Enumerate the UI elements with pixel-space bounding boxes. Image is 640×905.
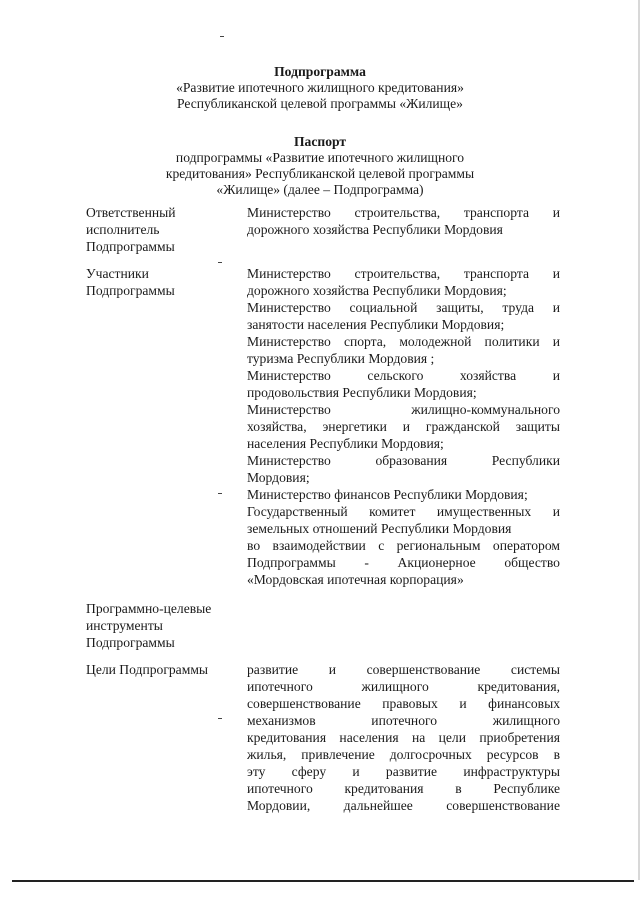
row-label-line: Ответственный xyxy=(86,205,176,220)
word: Министерство xyxy=(247,368,331,383)
word: и xyxy=(552,368,560,383)
passport-header xyxy=(0,134,640,198)
word: сельского xyxy=(367,368,424,383)
word: - xyxy=(364,555,369,570)
word: Подпрограммы xyxy=(247,555,336,570)
word: и xyxy=(352,764,360,779)
word: ипотечного xyxy=(247,781,313,796)
row-value-line: «Мордовская ипотечная корпорация» xyxy=(247,572,464,587)
passport-subtitle-line: подпрограммы «Развитие ипотечного жилищного xyxy=(175,150,465,165)
word: Министерство xyxy=(247,402,331,417)
row-value-line xyxy=(247,367,560,384)
row-value-line: Министерство спорта, молодежной политики и xyxy=(247,334,560,349)
row-value-line: жилья, привлечение долгосрочных ресурсов в xyxy=(247,747,560,762)
passport-title: Паспорт xyxy=(293,134,347,149)
row-value-line: Министерство строительства, транспорта и xyxy=(247,266,560,281)
word: системы xyxy=(510,662,560,677)
document-subtitle-line: Республиканской целевой программы «Жилище» xyxy=(177,96,463,111)
passport-subtitle-line: «Жилище» (далее – Подпрограмма) xyxy=(216,182,424,197)
word: общество xyxy=(504,555,560,570)
word: хозяйства xyxy=(459,368,517,383)
word: жилищно-коммунального xyxy=(411,402,560,417)
row-label-line: Программно-целевые xyxy=(86,601,212,616)
row-value-line: Министерство социальной защиты, труда и xyxy=(247,300,560,315)
word: Министерство xyxy=(247,453,331,468)
row-value-line: Министерство строительства, транспорта и xyxy=(247,205,560,220)
word: эту xyxy=(247,764,266,779)
word: и xyxy=(328,662,337,677)
scan-mark xyxy=(220,36,224,37)
word: дальнейшее xyxy=(343,798,413,813)
row-label-line: Подпрограммы xyxy=(86,283,175,298)
word: Акционерное xyxy=(397,555,476,570)
word: Республике xyxy=(493,781,560,796)
word: ипотечного xyxy=(247,679,313,694)
word: Республики xyxy=(491,453,560,468)
row-value-line: туризма Республики Мордовия ; xyxy=(247,351,435,366)
word: развитие xyxy=(247,662,299,677)
row-value-line: кредитования населения на цели приобретения xyxy=(247,730,560,745)
row-value-line xyxy=(247,797,560,814)
row-label xyxy=(86,204,236,255)
row-label-line: Цели Подпрограммы xyxy=(86,662,209,677)
row-value-line xyxy=(247,780,560,797)
word: кредитования, xyxy=(477,679,560,694)
row-label xyxy=(86,600,236,651)
row-value-line xyxy=(247,661,560,678)
scan-edge-bottom xyxy=(12,880,634,882)
row-value-line: дорожного хозяйства Республики Мордовия; xyxy=(247,283,507,298)
row-value-line: совершенствование правовых и финансовых xyxy=(247,696,560,711)
word: сферу xyxy=(291,764,327,779)
row-value-line: населения Республики Мордовия; xyxy=(247,436,444,451)
word: жилищного xyxy=(492,713,560,728)
row-value xyxy=(247,265,560,588)
row-label-line: Участники xyxy=(86,266,149,281)
document-subtitle-line: «Развитие ипотечного жилищного кредитования» xyxy=(176,80,464,95)
word: кредитования xyxy=(344,781,424,796)
row-label-line: исполнитель xyxy=(86,222,160,237)
row-value-line: продовольствия Республики Мордовия; xyxy=(247,385,477,400)
row-value-line: занятости населения Республики Мордовия; xyxy=(247,317,505,332)
row-value-line xyxy=(247,554,560,571)
row-label xyxy=(86,661,236,678)
row-value-line: дорожного хозяйства Республики Мордовия xyxy=(247,222,503,237)
row-value-line xyxy=(247,763,560,780)
row-value-line: земельных отношений Республики Мордовия xyxy=(247,521,512,536)
row-value-line: во взаимодействии с региональным оператором xyxy=(247,538,560,553)
row-value-line: Государственный комитет имущественных и xyxy=(247,504,560,519)
scan-mark xyxy=(218,493,222,494)
row-value-line xyxy=(247,452,560,469)
document-header xyxy=(0,64,640,112)
row-label-line: Подпрограммы xyxy=(86,239,175,254)
scan-mark xyxy=(218,718,222,719)
row-value xyxy=(247,661,560,814)
word: образования xyxy=(375,453,448,468)
row-value xyxy=(247,204,560,238)
row-label xyxy=(86,265,236,299)
row-value-line xyxy=(247,712,560,729)
document-title: Подпрограмма xyxy=(274,64,366,79)
word: жилищного xyxy=(361,679,429,694)
word: инфраструктуры xyxy=(463,764,560,779)
row-value-line: хозяйства, энергетики и гражданской защиты xyxy=(247,419,560,434)
word: в xyxy=(455,781,462,796)
row-label-line: Подпрограммы xyxy=(86,635,175,650)
word: Мордовии, xyxy=(247,798,311,813)
row-value-line: Мордовия; xyxy=(247,470,310,485)
row-label-line: инструменты xyxy=(86,618,163,633)
word: механизмов xyxy=(247,713,316,728)
word: развитие xyxy=(385,764,438,779)
word: ипотечного xyxy=(371,713,438,728)
row-value-line: Министерство финансов Республики Мордовия; xyxy=(247,487,528,502)
word: совершенствование xyxy=(446,798,560,813)
row-value-line xyxy=(247,401,560,418)
row-value-line xyxy=(247,678,560,695)
scan-mark xyxy=(218,262,222,263)
passport-subtitle-line: кредитования» Республиканской целевой программы xyxy=(165,166,475,181)
word: совершенствование xyxy=(366,662,481,677)
